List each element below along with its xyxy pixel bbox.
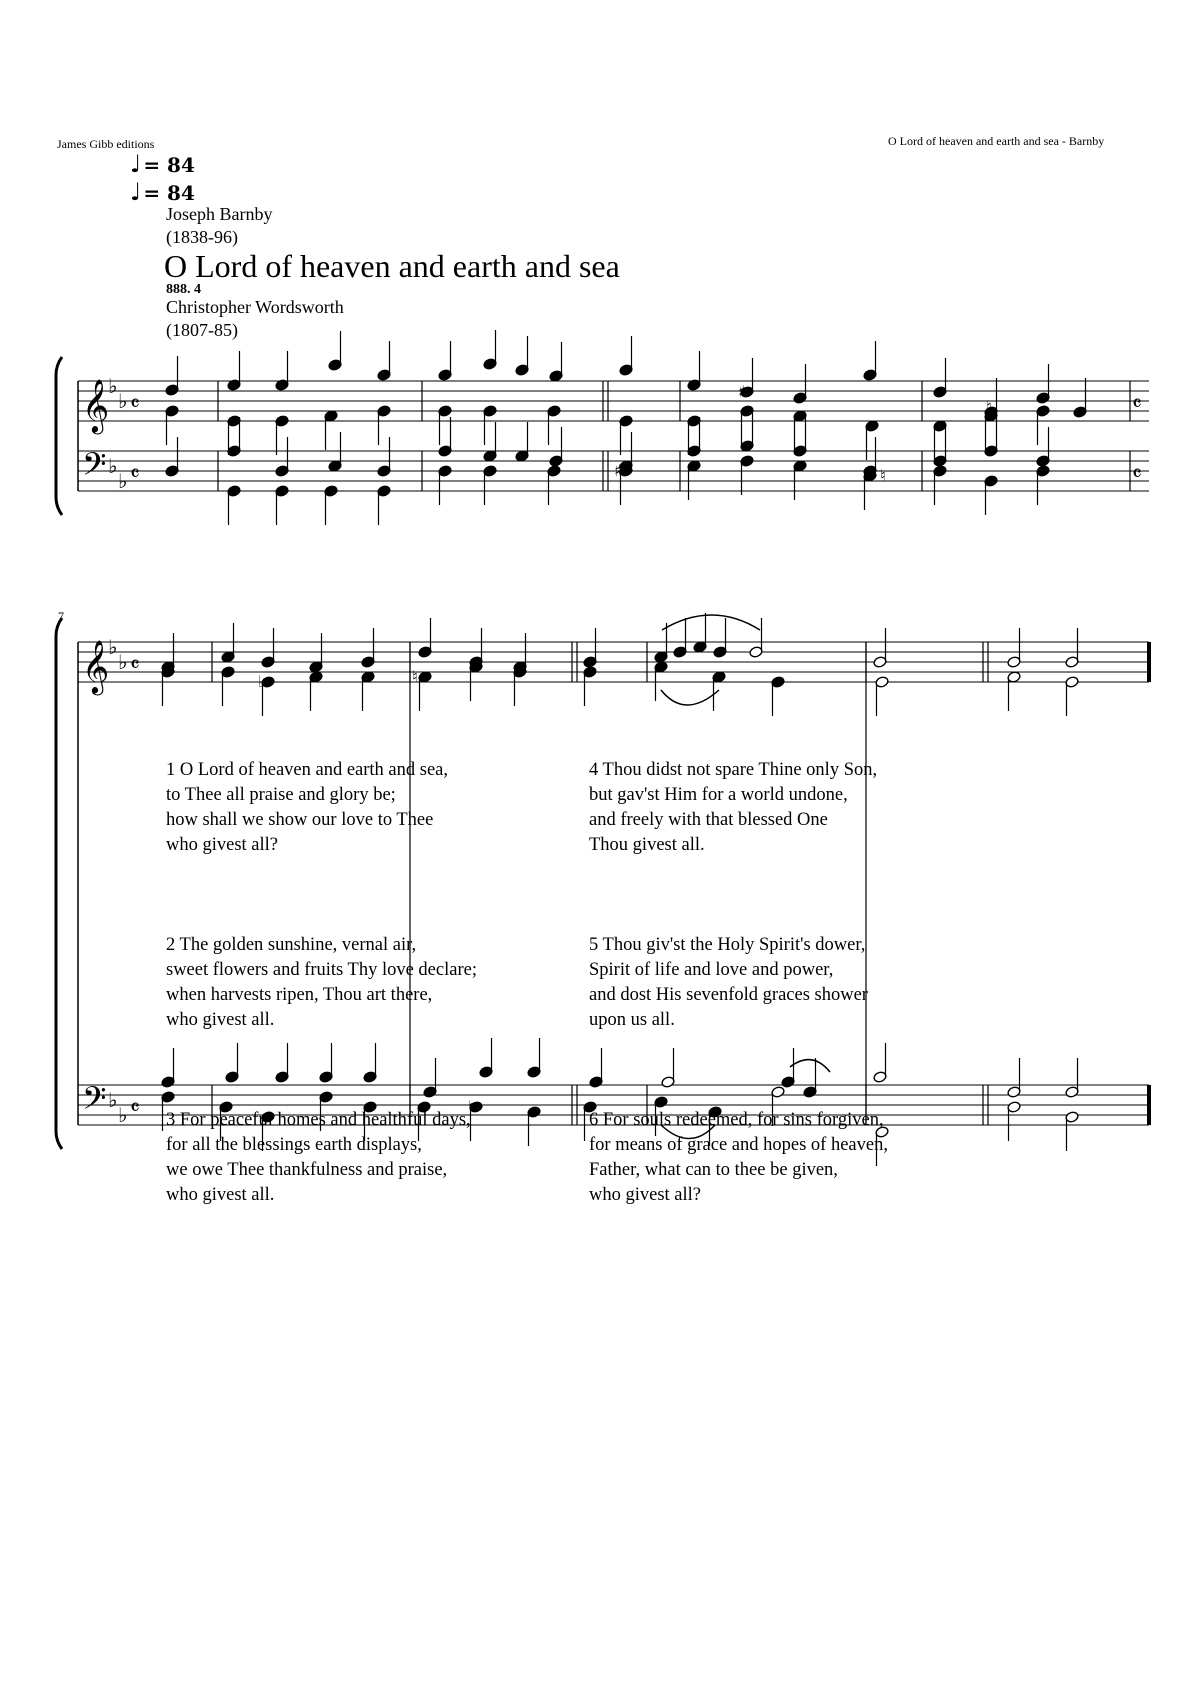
treble-clef-icon: 𝄞 [82,639,110,693]
common-time-icon: 𝄴 [130,1096,140,1121]
flat-icon: ♭ [108,374,118,398]
header-right: O Lord of heaven and earth and sea - Barnby [888,134,1105,148]
bass-clef-icon: 𝄢 [82,1080,107,1124]
header-left: James Gibb editions [57,137,155,151]
sharp-icon: ♯ [614,461,622,480]
meter: 888. 4 [166,282,201,297]
quarter-note-icon: ♩ [130,178,142,206]
composer-dates: (1838-96) [166,227,238,247]
common-time-icon: 𝄴 [1132,392,1142,417]
sharp-icon: ♯ [738,382,746,401]
flat-icon: ♭ [108,1088,118,1112]
verse-5: 5 Thou giv'st the Holy Spirit's dower, Spirit of life and love and power, and dost His sevenfold graces shower upon us all. [589,935,868,1030]
common-time-icon: 𝄴 [130,392,140,417]
flat-icon: ♭ [118,389,128,413]
tempo-marking-2: ♩ = 84 [130,178,195,206]
tempo-marking-1: ♩ = 84 [130,150,195,178]
verse-6: 6 For souls redeemed, for sins forgiven, for means of grace and hopes of heaven, Father, what can to thee be given, who givest all? [589,1110,888,1205]
flat-icon: ♭ [118,469,128,493]
flat-icon: ♭ [108,454,118,478]
verse-3: 3 For peaceful homes and healthful days, for all the blessings earth displays, we owe Thee thankfulness and praise, who givest all. [166,1110,471,1205]
common-time-icon: 𝄴 [1132,462,1142,487]
verses-left [166,708,477,1258]
verse-2: 2 The golden sunshine, vernal air, sweet flowers and fruits Thy love declare; when harvests ripen, Thou art there, who givest all. [166,935,477,1030]
slur [661,690,719,705]
system-1 [56,330,1149,525]
verse-1: 1 O Lord of heaven and earth and sea, to Thee all praise and glory be; how shall we show our love to Thee who givest all? [166,760,449,855]
common-time-icon: 𝄴 [130,462,140,487]
author-dates: (1807-85) [166,320,238,340]
verse-4: 4 Thou didst not spare Thine only Son, but gav'st Him for a world undone, and freely with that blessed One Thou givest all. [589,760,878,855]
system-brace [56,618,62,1149]
composer-name: Joseph Barnby [166,204,273,224]
natural-icon: ♮ [468,1097,474,1116]
slur [662,615,760,630]
author-name: Christopher Wordsworth [166,297,344,317]
natural-icon: ♮ [412,667,418,686]
bass-clef-icon: 𝄢 [82,446,107,490]
flat-icon: ♭ [258,672,266,691]
verses-right [589,708,888,1258]
quarter-note-icon: ♩ [130,150,142,178]
flat-icon: ♭ [108,635,118,659]
natural-icon: ♮ [880,466,886,485]
system-brace [56,357,62,515]
natural-icon: ♮ [986,397,992,416]
treble-clef-icon: 𝄞 [82,378,110,432]
measure-number: 7 [58,609,64,623]
common-time-icon: 𝄴 [130,653,140,678]
hymn-title: O Lord of heaven and earth and sea [164,248,620,284]
flat-icon: ♭ [118,650,128,674]
flat-icon: ♭ [118,1103,128,1127]
